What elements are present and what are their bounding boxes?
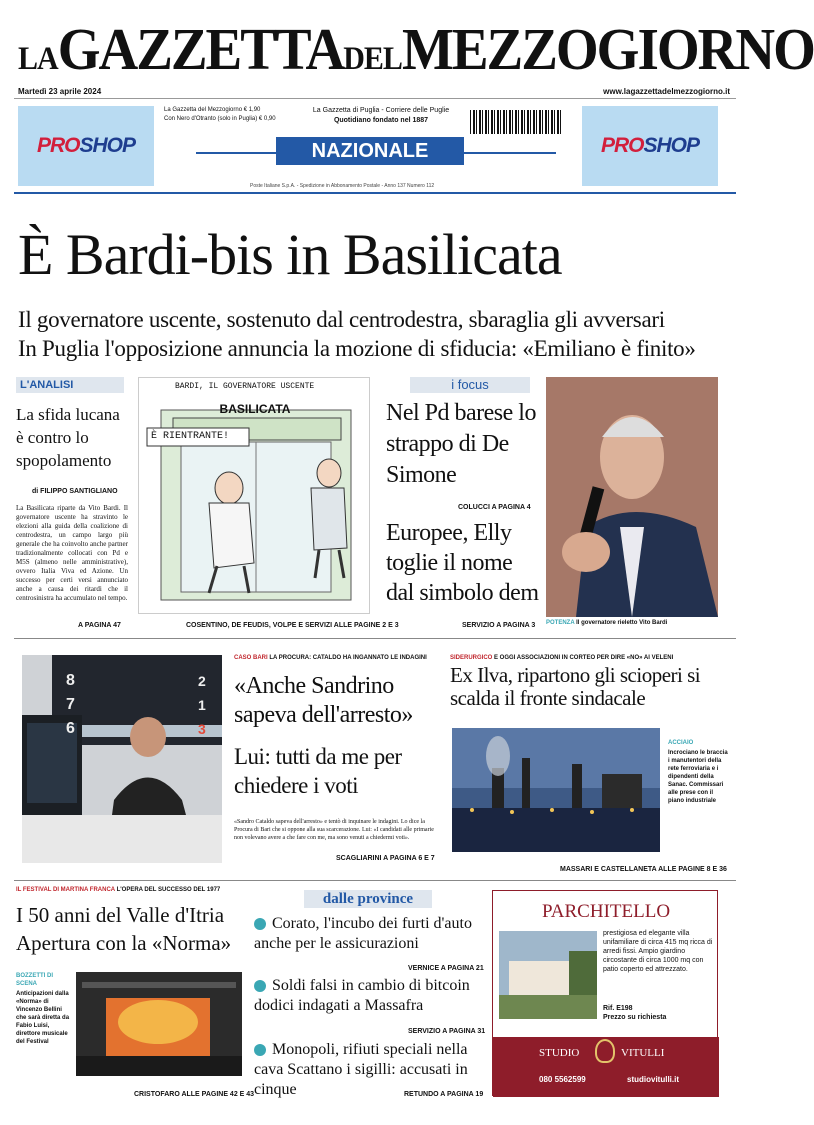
cartoon-ref[interactable]: COSENTINO, DE FEUDIS, VOLPE E SERVIZI ALLE PAGINE 2 E 3 xyxy=(186,622,399,629)
caso-ref[interactable]: SCAGLIARINI A PAGINA 6 E 7 xyxy=(336,855,435,862)
section-rule-1 xyxy=(14,638,736,639)
caso-body: «Sandro Cataldo sapeva dell'arresto» e tentò di inquinare le indagini. Lo dice la Procura di Bari che si oppone alla sua scarcerazione. Lui: «I candidati alle primarie non volevano avere a che fare con me, ma sono venuti a chiedermi voti». xyxy=(234,819,434,841)
lion-emblem-icon xyxy=(595,1039,615,1063)
caso-photo xyxy=(22,655,222,863)
cartoon-sign: BASILICATA xyxy=(219,402,291,416)
masthead: LAGAZZETTADELMEZZOGIORNO xyxy=(18,16,814,83)
focus-ref-2[interactable]: SERVIZIO A PAGINA 3 xyxy=(462,622,536,629)
ad-parchitello-title: PARCHITELLO xyxy=(541,901,671,922)
focus-ref-1[interactable]: COLUCCI A PAGINA 4 xyxy=(458,504,531,511)
province-ref-3[interactable]: RETUNDO A PAGINA 19 xyxy=(404,1091,484,1098)
edition-label: NAZIONALE xyxy=(276,137,464,165)
festival-side-text: Anticipazioni dalla «Norma» di Vincenzo Bellini che sarà diretta da Fabio Luisi, direttore musicale del Festival xyxy=(16,991,70,1045)
ad-studio-1: STUDIO xyxy=(539,1047,580,1059)
cartoon xyxy=(138,377,370,614)
caso-title-1[interactable]: «Anche Sandrino sapeva dell'arresto» xyxy=(234,673,413,728)
price-box: La Gazzetta del Mezzogiorno € 1,90 Con Nero d'Otranto (solo in Puglia) € 0,90 xyxy=(164,107,276,122)
postal-info: Poste Italiane S.p.A. - Spedizione in Abbonamento Postale - Anno 137 Numero 112 xyxy=(250,183,435,189)
ilva-title[interactable]: Ex Ilva, ripartono gli scioperi si scalda il fronte sindacale xyxy=(450,663,701,710)
tagline: La Gazzetta di Puglia - Corriere delle Puglie xyxy=(312,107,450,114)
cartoon-caption: BARDI, IL GOVERNATORE USCENTE xyxy=(175,382,315,391)
focus-label: i focus xyxy=(410,377,530,393)
ad-parchitello[interactable] xyxy=(492,890,718,1096)
display-board-right: 2 1 3 xyxy=(198,673,206,737)
caso-title-2: Lui: tutti da me per chiedere i voti xyxy=(234,744,402,798)
festival-kicker: IL FESTIVAL DI MARTINA FRANCA L'OPERA DEL SUCCESSO DEL 1977 xyxy=(16,887,221,893)
ilva-ref[interactable]: MASSARI E CASTELLANETA ALLE PAGINE 8 E 36 xyxy=(560,866,727,873)
bullet-icon xyxy=(254,918,266,930)
stage-set xyxy=(76,972,242,1076)
bardi-photo xyxy=(546,377,718,617)
province-item-1[interactable]: Corato, l'incubo dei furti d'auto anche per le assicurazioni xyxy=(254,915,472,952)
ad-studio-2: VITULLI xyxy=(621,1047,665,1059)
ad-proshop-left[interactable]: PROSHOP xyxy=(18,106,154,186)
focus-title-2[interactable]: Europee, Elly toglie il nome dal simbolo dem xyxy=(386,520,539,606)
court-scene xyxy=(22,655,222,863)
caso-kicker: CASO BARI LA PROCURA: CATALDO HA INGANNATO LE INDAGINI xyxy=(234,655,427,661)
ad-parchitello-rif: Rif. E198 xyxy=(603,1005,633,1012)
masthead-rule xyxy=(14,98,736,99)
analisi-title[interactable]: La sfida lucana è contro lo spopolamento xyxy=(16,405,120,470)
header-rule xyxy=(14,192,736,194)
province-ref-2[interactable]: SERVIZIO A PAGINA 31 xyxy=(408,1028,486,1035)
analisi-ref[interactable]: A PAGINA 47 xyxy=(78,622,121,629)
ad-site[interactable]: studiovitulli.it xyxy=(627,1075,679,1084)
festival-side-label: BOZZETTI DI SCENA xyxy=(16,973,53,987)
issue-date: Martedì 23 aprile 2024 xyxy=(18,87,102,96)
ad-phone[interactable]: 080 5562599 xyxy=(539,1075,586,1084)
province-label: dalle province xyxy=(304,890,432,908)
main-headline[interactable]: È Bardi-bis in Basilicata xyxy=(18,222,562,287)
bardi-portrait xyxy=(546,377,718,617)
festival-photo xyxy=(76,972,242,1076)
ad-parchitello-price: Prezzo su richiesta xyxy=(603,1014,667,1021)
bullet-icon xyxy=(254,1044,266,1056)
section-rule-2 xyxy=(14,880,736,881)
ad-parchitello-text: prestigiosa ed elegante villa unifamiliare di circa 415 mq ricca di arredi fissi. Ampio giardino circostante di circa 1000 mq con patio coperto ed attrezzato. xyxy=(603,930,713,973)
barcode xyxy=(470,110,562,134)
villa-drawing xyxy=(499,931,597,1019)
main-subhead-1: Il governatore uscente, sostenuto dal centrodestra, sbaraglia gli avversari xyxy=(18,307,665,332)
website-link[interactable]: www.lagazzettadelmezzogiorno.it xyxy=(603,87,730,96)
display-board: 8 7 6 xyxy=(66,672,75,737)
ilva-photo xyxy=(452,728,660,852)
ilva-side-text: Incrociano le braccia i manutentori della rete ferroviaria e i dipendenti della Sanac. Commissari alle prese con il piano industriale xyxy=(668,750,728,804)
analisi-author: di FILIPPO SANTIGLIANO xyxy=(32,488,118,495)
analisi-label: L'ANALISI xyxy=(16,377,124,393)
province-item-2[interactable]: Soldi falsi in cambio di bitcoin dodici indagati a Massafra xyxy=(254,977,470,1014)
analisi-body: La Basilicata riparte da Vito Bardi. Il governatore uscente ha stravinto le elezioni alla guida della coalizione di centrodestra, un campo largo più generale che ha coinvolto anche partner tradizionalmente collocati con Pd e M5S (almeno nelle amministrative), ovvero Italia Viva ed Azione. Un successo per certi versi annunciato anche a causa dei ritardi che il centrosinistra ha accumulato nel tempo. xyxy=(16,504,128,602)
ad-studio-band xyxy=(493,1037,719,1097)
ad-proshop-right[interactable]: PROSHOP xyxy=(582,106,718,186)
bardi-caption: POTENZA Il governatore rieletto Vito Bardi xyxy=(546,620,668,626)
cartoon-speech: È RIENTRANTE! xyxy=(151,431,230,442)
ilva-kicker: SIDERURGICO E OGGI ASSOCIAZIONI IN CORTEO PER DIRE «NO» AI VELENI xyxy=(450,655,674,661)
festival-title-1[interactable]: I 50 anni del Valle d'Itria xyxy=(16,903,225,927)
province-ref-1[interactable]: VERNICE A PAGINA 21 xyxy=(408,965,484,972)
villa-photo xyxy=(499,931,597,1019)
founded: Quotidiano fondato nel 1887 xyxy=(333,117,429,124)
focus-title-1[interactable]: Nel Pd barese lo strappo di De Simone xyxy=(386,400,536,488)
factory-night xyxy=(452,728,660,852)
province-item-3[interactable]: Monopoli, rifiuti speciali nella cava Scattano i sigilli: accusati in cinque xyxy=(254,1041,468,1098)
main-subhead-2: In Puglia l'opposizione annuncia la mozione di sfiducia: «Emiliano è finito» xyxy=(18,336,696,361)
festival-ref[interactable]: CRISTOFARO ALLE PAGINE 42 E 43 xyxy=(134,1091,255,1098)
festival-title-2: Apertura con la «Norma» xyxy=(16,931,232,955)
ilva-side-label: ACCIAIO xyxy=(668,740,694,746)
bullet-icon xyxy=(254,980,266,992)
